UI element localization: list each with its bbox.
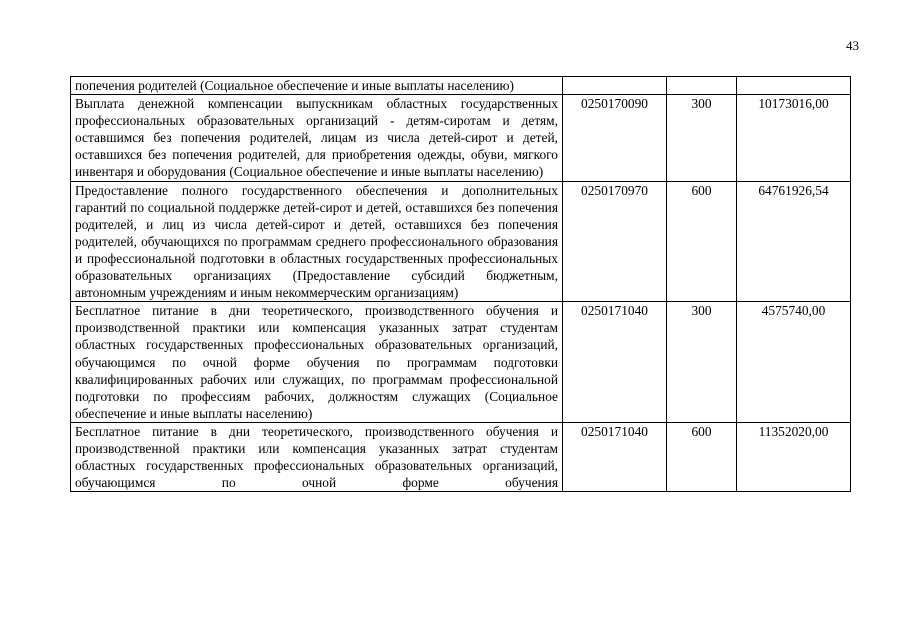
row-name: Бесплатное питание в дни теоретического, производственного обучения и производственной практики или компенсация указанных затрат студентам областных государственных профессиональных образовательных организаций, обучающимся по очной форме обучения по программам подготовки квалифицированных рабочих или служащих, по программам профессиональной подготовки по профессиям рабочих, должностям служащих (Социальное обеспечение и иные выплаты населению) (71, 302, 563, 423)
row-code: 0250171040 (563, 302, 667, 423)
row-code (563, 77, 667, 95)
page-number: 43 (846, 38, 859, 53)
row-name (71, 422, 563, 491)
row-code: 0250170090 (563, 95, 667, 181)
table-row (71, 181, 851, 302)
row-amount (737, 77, 851, 95)
row-name: Выплата денежной компенсации выпускникам областных государственных профессиональных образовательных организаций - детям-сиротам и детям, оставшимся без попечения родителей, лицам из числа детей-сирот и детей, оставшихся без попечения родителей, для приобретения одежды, обуви, мягкого инвентаря и оборудования (Социальное обеспечение и иные выплаты населению) (71, 95, 563, 181)
row-amount: 10173016,00 (737, 95, 851, 181)
table-row (71, 95, 851, 181)
row-amount: 64761926,54 (737, 181, 851, 302)
table-row (71, 302, 851, 423)
row-code: 0250171040 (563, 422, 667, 491)
budget-table (70, 76, 851, 492)
row-expense-type: 300 (667, 95, 737, 181)
row-amount: 11352020,00 (737, 422, 851, 491)
row-expense-type (667, 77, 737, 95)
row-name: попечения родителей (Социальное обеспечение и иные выплаты населению) (71, 77, 563, 95)
row-expense-type: 600 (667, 181, 737, 302)
table-row (71, 77, 851, 95)
row-code: 0250170970 (563, 181, 667, 302)
row-name-text: Бесплатное питание в дни теоретического, производственного обучения и производственной практики или компенсация указанных затрат студентам областных государственных профессиональных образовательных организаций, обучающимся по очной форме обучения (75, 423, 558, 491)
row-name: Предоставление полного государственного обеспечения и дополнительных гарантий по социальной поддержке детей-сирот и детей, оставшихся без попечения родителей, и лиц из числа детей-сирот и детей, оставшихся без попечения родителей, обучающихся по программам среднего профессионального образования и профессиональной подготовки в областных государственных профессиональных образовательных организациях (Предоставление субсидий бюджетным, автономным учреждениям и иным некоммерческим организациям) (71, 181, 563, 302)
row-expense-type: 300 (667, 302, 737, 423)
table-row (71, 422, 851, 491)
row-amount: 4575740,00 (737, 302, 851, 423)
row-expense-type: 600 (667, 422, 737, 491)
